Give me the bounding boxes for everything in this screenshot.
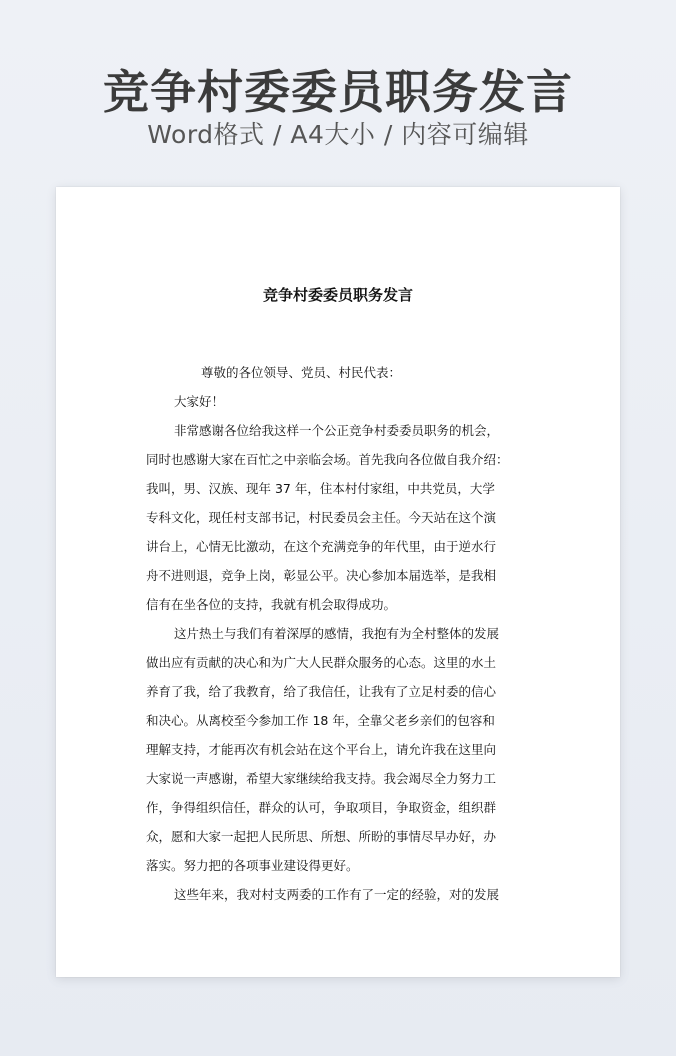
paragraph-2 <box>146 619 542 880</box>
banner-title: 竞争村委委员职务发言 <box>103 65 573 119</box>
text-line: 这些年来，我对村支两委的工作有了一定的经验，对的发展 <box>174 887 500 902</box>
document-title: 竞争村委委员职务发言 <box>262 286 413 304</box>
text-line: 大家说一声感谢，希望大家继续给我支持。我会竭尽全力努力工 <box>146 771 497 786</box>
text-line: 专科文化，现任村支部书记，村民委员会主任。今天站在这个演 <box>146 510 497 525</box>
text-line: 同时也感谢大家在百忙之中亲临会场。首先我向各位做自我介绍： <box>146 452 509 467</box>
banner-header <box>0 0 676 186</box>
document-page <box>56 187 620 977</box>
text-line: 和决心。从离校至今参加工作 18 年，全靠父老乡亲们的包容和 <box>146 713 495 728</box>
salutation-line: 尊敬的各位领导、党员、村民代表： <box>201 365 402 380</box>
text-line: 理解支持，才能再次有机会站在这个平台上，请允许我在这里向 <box>146 742 497 757</box>
paragraph-1 <box>146 416 542 619</box>
text-line: 做出应有贡献的决心和为广大人民群众服务的心态。这里的水土 <box>146 655 497 670</box>
text-line: 非常感谢各位给我这样一个公正竞争村委委员职务的机会， <box>174 423 500 438</box>
greeting-line: 大家好！ <box>174 394 225 409</box>
banner-subtitle: Word格式 / A4大小 / 内容可编辑 <box>147 120 529 149</box>
document-body <box>146 358 542 909</box>
text-line: 养育了我，给了我教育，给了我信任，让我有了立足村委的信心 <box>146 684 497 699</box>
paragraph-3 <box>146 880 542 909</box>
text-line: 这片热土与我们有着深厚的感情，我抱有为全村整体的发展 <box>174 626 500 641</box>
text-line: 讲台上，心情无比激动，在这个充满竞争的年代里，由于逆水行 <box>146 539 497 554</box>
text-line: 信有在坐各位的支持，我就有机会取得成功。 <box>146 597 397 612</box>
text-line: 落实。努力把的各项事业建设得更好。 <box>146 858 359 873</box>
text-line: 众，愿和大家一起把人民所思、所想、所盼的事情尽早办好，办 <box>146 829 497 844</box>
text-line: 作，争得组织信任，群众的认可，争取项目，争取资金，组织群 <box>146 800 497 815</box>
text-line: 舟不进则退，竞争上岗，彰显公平。决心参加本届选举，是我相 <box>146 568 497 583</box>
text-line: 我叫，男、汉族、现年 37 年，住本村付家组，中共党员，大学 <box>146 481 495 496</box>
